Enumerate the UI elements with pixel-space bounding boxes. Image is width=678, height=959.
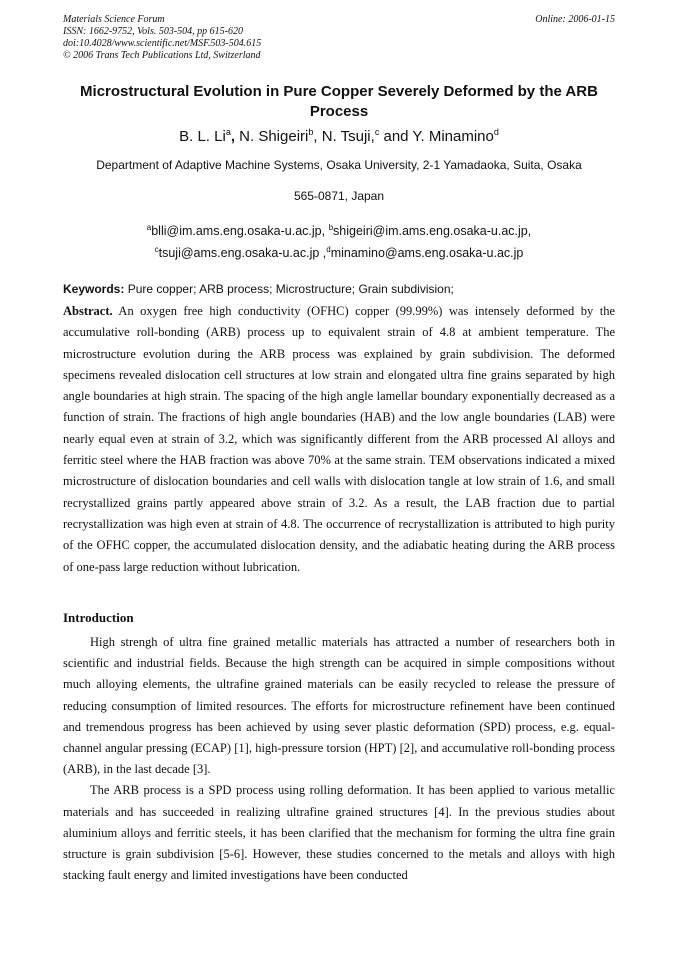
issn-line: ISSN: 1662-9752, Vols. 503-504, pp 615-620 — [63, 26, 243, 37]
email-address: shigeiri@im.ams.eng.osaka-u.ac.jp, — [333, 224, 532, 238]
author-sup: d — [493, 127, 499, 137]
author-and: and — [383, 128, 409, 145]
email-line-1 — [55, 220, 623, 242]
email-address: tsuji@ams.eng.osaka-u.ac.jp , — [158, 246, 327, 260]
journal-name: Materials Science Forum — [63, 14, 165, 25]
email-sup: b — [328, 223, 334, 232]
affiliation-line-1: Department of Adaptive Machine Systems, Osaka University, 2-1 Yamadaoka, Suita, Osaka — [96, 158, 582, 172]
affiliation-line-2: 565-0871, Japan — [293, 189, 385, 203]
email-block — [55, 220, 623, 264]
author-name: B. L. Li — [179, 128, 226, 145]
author-sup: a — [225, 127, 231, 137]
author-separator: , — [313, 128, 318, 145]
doi-line: doi:10.4028/www.scientific.net/MSF.503-504.615 — [63, 38, 262, 49]
abstract — [63, 301, 615, 578]
email-sup: d — [326, 245, 331, 254]
author-sup: c — [374, 127, 380, 137]
abstract-label: Abstract. — [63, 304, 113, 318]
email-address: minamino@ams.eng.osaka-u.ac.jp — [330, 246, 524, 260]
online-date: Online: 2006-01-15 — [535, 14, 615, 25]
author-name: N. Shigeiri — [239, 128, 309, 145]
keywords — [63, 281, 615, 297]
introduction-heading: Introduction — [63, 610, 134, 625]
author-name: Y. Minamino — [412, 128, 494, 145]
author-sup: b — [308, 127, 314, 137]
abstract-text: An oxygen free high conductivity (OFHC) copper (99.99%) was intensely deformed by the accumulative roll-bonding (ARB) process up to equivalent strain of 4.8 at ambient temperature. The microstructure evolution during the ARB process was explained by grain subdivision. The deformed specimens revealed dislocation cell structures at low strain and elongated ultra fine grains separated by high angle boundaries at high strain. The spacing of the high angle lamellar boundary exponentially decreased as a function of strain. The fractions of high angle boundaries (HAB) and the low angle boundaries (LAB) were nearly equal even at strain of 3.2, which was significantly different from the ARB processed Al alloys and ferritic steel where the HAB fraction was above 70% at the same strain. TEM observations indicated a mixed microstructure of dislocation boundaries and cell walls with dislocation tangle at low strain of 1.6, and small recrystallized grains partly appeared above strain of 3.2. As a result, the LAB fraction due to partial recrystallization was high even at strain of 4.8. The occurrence of recrystallization is attributed to high purity of the OFHC copper, the accumulated dislocation density, and the adiabatic heating during the ARB process of one-pass large reduction without lubrication. — [63, 304, 615, 574]
journal-header — [63, 14, 261, 62]
keywords-label: Keywords: — [63, 282, 125, 296]
author-list — [55, 127, 623, 147]
paragraph: The ARB process is a SPD process using rolling deformation. It has been applied to various metallic materials and has succeeded in realizing ultrafine grained structures [4]. In the previous studies about aluminium alloys and ferritic steels, it has been clarified that the mechanism for forming the ultra fine grain structure is grain subdivision [5-6]. However, these studies concerned to the metals and alloys with high stacking fault energy and limited investigations have been conducted — [63, 783, 615, 883]
email-address: blli@im.ams.eng.osaka-u.ac.jp, — [151, 224, 326, 238]
introduction-body — [63, 632, 615, 886]
email-sup: c — [154, 245, 159, 254]
author-name: N. Tsuji, — [321, 128, 375, 145]
email-sup: a — [146, 223, 152, 232]
copyright-line: © 2006 Trans Tech Publications Ltd, Switzerland — [63, 50, 261, 61]
email-line-2 — [55, 242, 623, 264]
author-separator: , — [230, 128, 235, 145]
paper-title: Microstructural Evolution in Pure Copper Severely Deformed by the ARB Process — [80, 83, 598, 120]
paragraph: High strengh of ultra fine grained metallic materials has attracted a number of researchers both in scientific and industrial fields. Because the high strength can be acquired in simple compositions without much alloying elements, the ultrafine grained materials can be easily recycled to release the pressure of reducing consumption of limited resources. The efforts for microstructure refinement have been continued and tremendous progress has been achieved by using sever plastic deformation (SPD) process, e.g. equal-channel angular pressing (ECAP) [1], high-pressure torsion (HPT) [2], and accumulative roll-bonding process (ARB), in the last decade [3]. — [63, 635, 615, 777]
keywords-text: Pure copper; ARB process; Microstructure; Grain subdivision; — [127, 282, 454, 296]
